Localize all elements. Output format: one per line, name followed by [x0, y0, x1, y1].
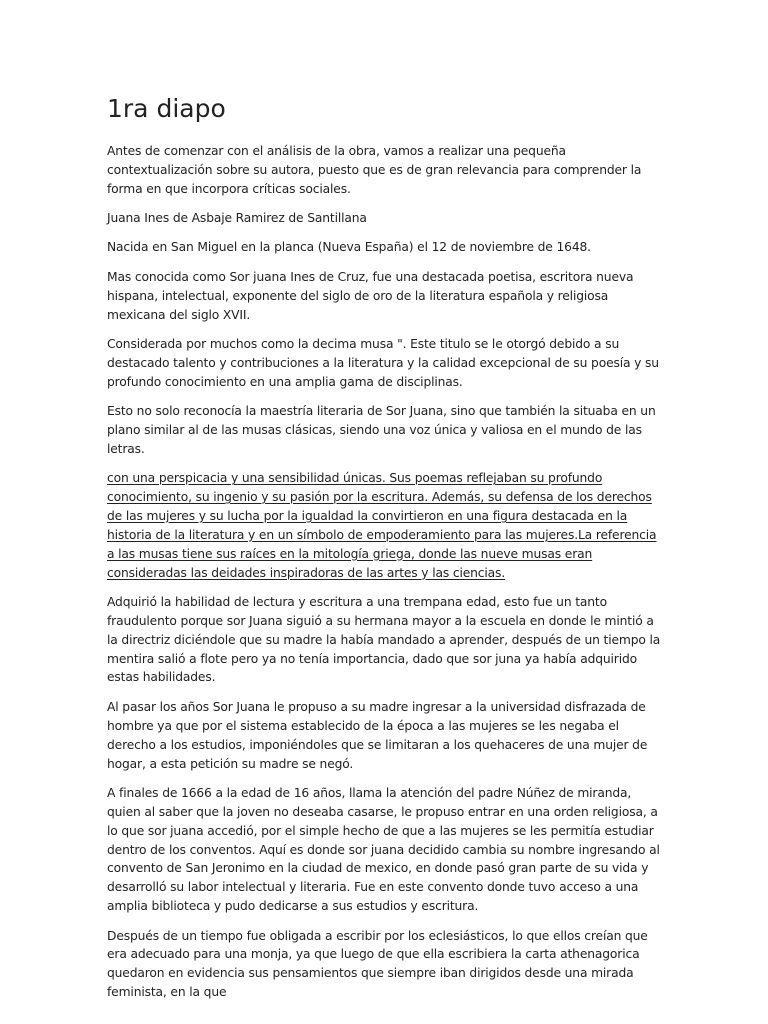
paragraph-full-name: Juana Ines de Asbaje Ramirez de Santillana: [107, 211, 367, 226]
paragraph-intro: Antes de comenzar con el análisis de la obra, vamos a realizar una pequeña contextualización sobre su autora, puesto que es de gran relevancia para comprender la forma en que incorpora críticas sociales.: [107, 144, 642, 196]
paragraph-universidad: Al pasar los años Sor Juana le propuso a su madre ingresar a la universidad disfrazada de hombre ya que por el sistema establecido de la época a las mujeres se les negaba el derecho a los estudios, imponiéndoles que se limitaran a los quehaceres de una mujer de hogar, a esta petición su madre se negó.: [107, 699, 648, 771]
paragraph-eclesiasticos: Después de un tiempo fue obligada a escribir por los eclesiásticos, lo que ellos creían que era adecuado para una monja, ya que luego de que ella escribiera la carta athenagorica quedaron en evidencia sus pensamientos que siempre iban dirigidos desde una mirada feminista, en la que: [107, 928, 648, 1000]
paragraph-perspicacia: con una perspicacia y una sensibilidad únicas. Sus poemas reflejaban su profundo conocimiento, su ingenio y su pasión por la escritura. Además, su defensa de los derechos de las mujeres y su lucha por la igualdad la convirtieron en una figura destacada en la historia de la literatura y en un símbolo de empoderamiento para las mujeres.La referencia a las musas tiene sus raíces en la mitología griega, donde las nueve musas eran consideradas las deidades inspiradoras de las artes y las ciencias.: [107, 471, 657, 580]
paragraph-recognition: Esto no solo reconocía la maestría literaria de Sor Juana, sino que también la situaba en un plano similar al de las musas clásicas, siendo una voz única y valiosa en el mundo de las letras.: [107, 403, 656, 456]
paragraph-lectura: Adquirió la habilidad de lectura y escritura a una trempana edad, esto fue un tanto fraudulento porque sor Juana siguió a su hermana mayor a la escuela en donde le mintió a la directriz diciéndole que su madre la había mandado a aprender, después de un tiempo la mentira salió a flote pero ya no tenía importancia, dado que sor juna ya había adquirido estas habilidades.: [107, 594, 661, 685]
document-page: [107, 92, 662, 1013]
paragraph-decima-musa: Considerada por muchos como la decima musa ". Este titulo se le otorgó debido a su destacado talento y contribuciones a la literatura y la calidad excepcional de su poesía y su profundo conocimiento en una amplia gama de disciplinas.: [107, 336, 659, 389]
paragraph-birth: Nacida en San Miguel en la planca (Nueva España) el 12 de noviembre de 1648.: [107, 240, 591, 255]
document-title: 1ra diapo: [107, 94, 226, 123]
paragraph-convento: A finales de 1666 a la edad de 16 años, llama la atención del padre Núñez de miranda, quien al saber que la joven no deseaba casarse, le propuso entrar en una orden religiosa, a lo que sor juana accedió, por el simple hecho de que a las mujeres se les permitía estudiar dentro de los conventos. Aquí es donde sor juana decidido cambia su nombre ingresando al convento de San Jeronimo en la ciudad de mexico, en donde pasó gran parte de su vida y desarrolló su labor intelectual y literaria. Fue en este convento donde tuvo acceso a una amplia biblioteca y pudo dedicarse a sus estudios y escritura.: [107, 785, 660, 914]
paragraph-known-as: Mas conocida como Sor juana Ines de Cruz, fue una destacada poetisa, escritora nueva hispana, intelectual, exponente del siglo de oro de la literatura española y religiosa mexicana del siglo XVII.: [107, 269, 634, 322]
